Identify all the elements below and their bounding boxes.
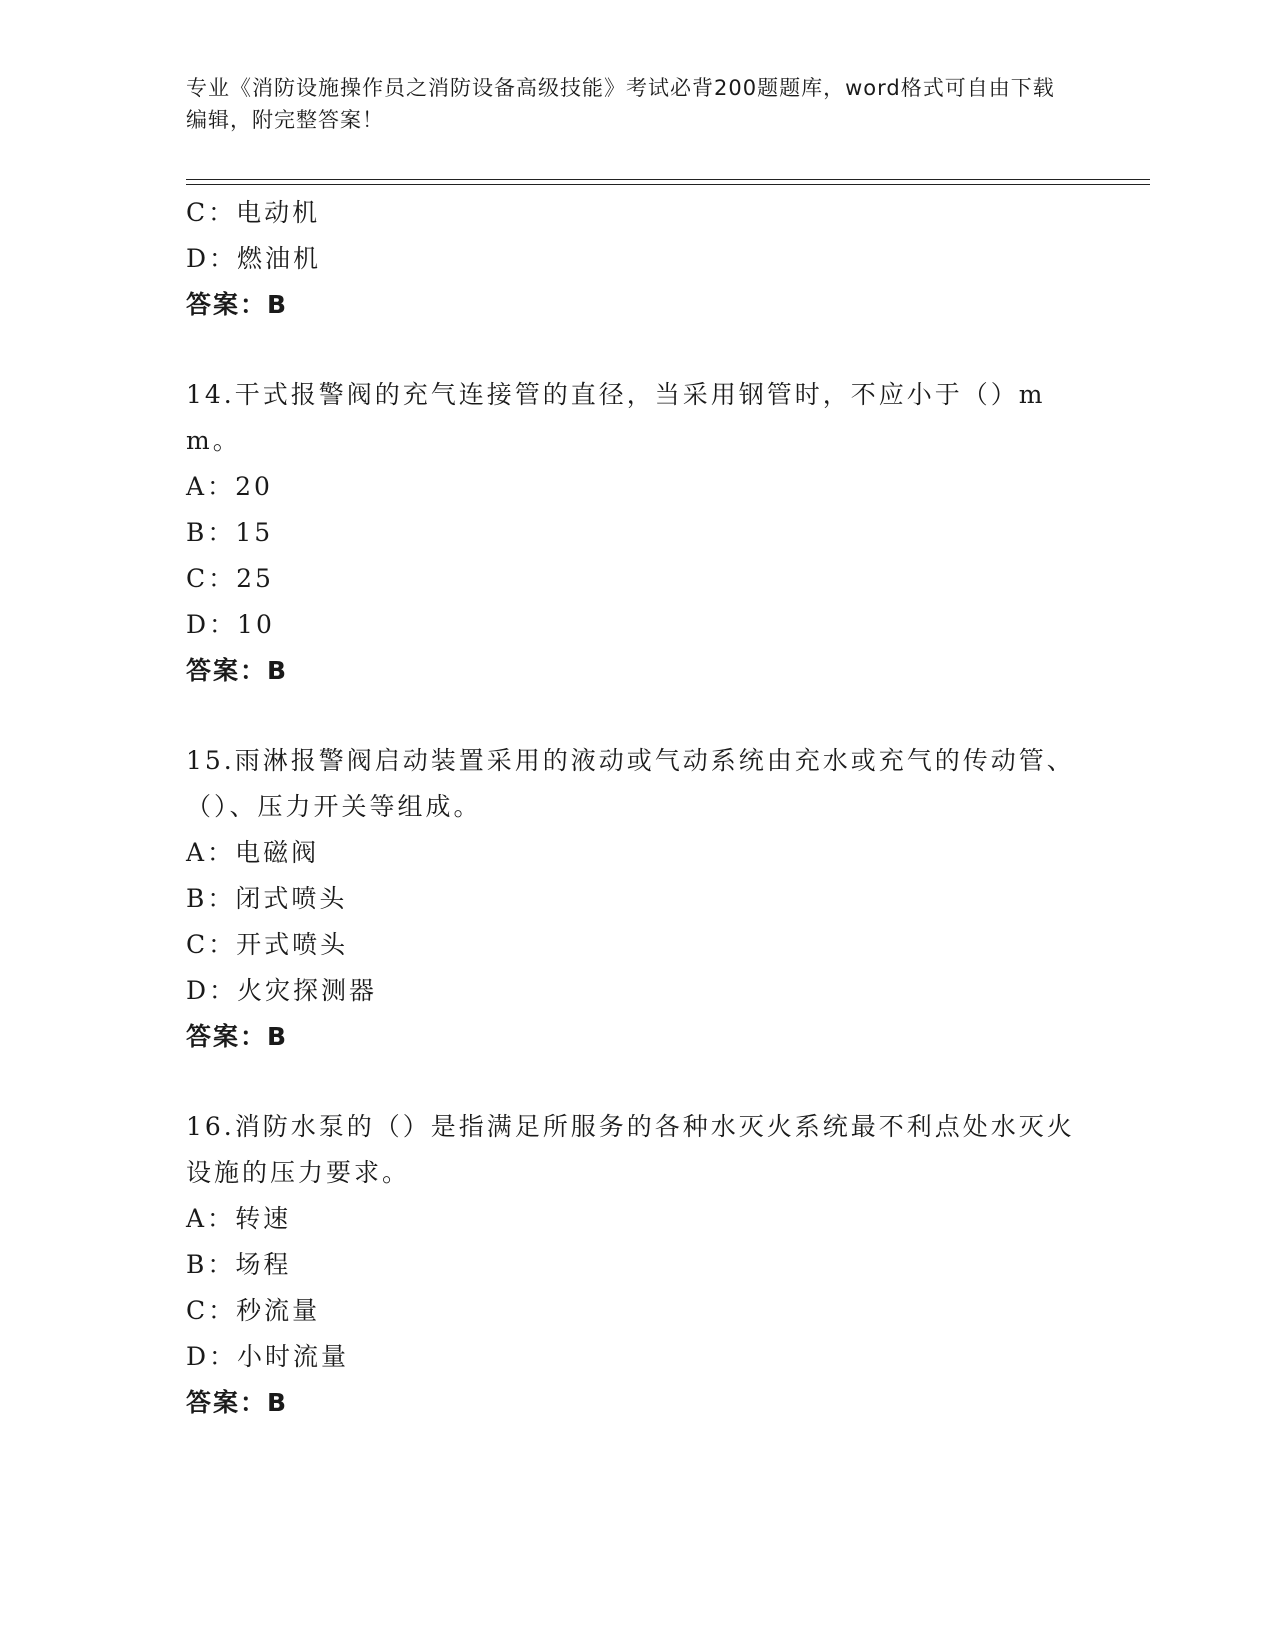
option-d: D：10: [186, 610, 275, 639]
header-divider-top: [186, 179, 1150, 180]
answer-line: 答案：B: [186, 1388, 289, 1417]
question-stem: 15.雨淋报警阀启动装置采用的液动或气动系统由充水或充气的传动管、（）、压力开关等组成。: [186, 746, 1075, 821]
option-b: B：15: [186, 518, 274, 547]
question-block: [186, 1104, 1086, 1426]
option-b: B：闭式喷头: [186, 884, 348, 913]
answer-line: 答案：B: [186, 290, 289, 319]
question-stem: 16.消防水泵的（）是指满足所服务的各种水灭火系统最不利点处水灭火设施的压力要求。: [186, 1112, 1075, 1187]
option-a: A：20: [186, 472, 273, 501]
question-block: [186, 372, 1086, 694]
option-c: C：开式喷头: [186, 930, 349, 959]
page-header: 专业《消防设施操作员之消防设备高级技能》考试必背200题题库，word格式可自由下载编辑，附完整答案！: [186, 76, 1055, 132]
option-c: C：秒流量: [186, 1296, 321, 1325]
question-block: [186, 738, 1086, 1060]
answer-line: 答案：B: [186, 656, 289, 685]
option-c: C：25: [186, 564, 274, 593]
option-d: D：小时流量: [186, 1342, 350, 1371]
option-c: C：电动机: [186, 198, 321, 227]
option-a: A：电磁阀: [186, 838, 320, 867]
header-divider-bottom: [186, 184, 1150, 185]
option-d: D：燃油机: [186, 244, 322, 273]
question-stem: 14.干式报警阀的充气连接管的直径，当采用钢管时，不应小于（）mm。: [186, 380, 1046, 455]
question-list: [186, 190, 1086, 1426]
option-d: D：火灾探测器: [186, 976, 378, 1005]
option-a: A：转速: [186, 1204, 292, 1233]
prev-question-block: [186, 190, 1086, 328]
option-b: B：场程: [186, 1250, 292, 1279]
answer-line: 答案：B: [186, 1022, 289, 1051]
